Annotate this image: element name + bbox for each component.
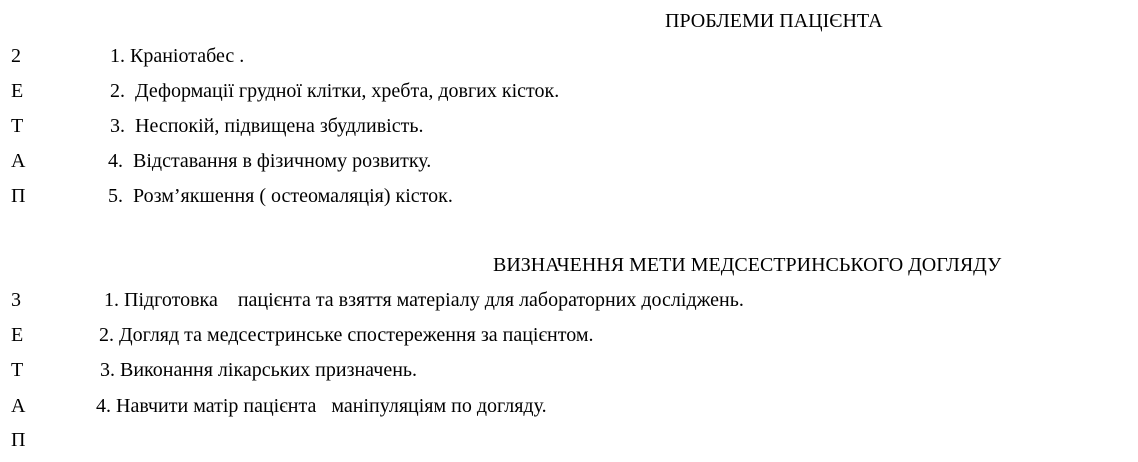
section1-list-item: 1. Краніотабес . — [110, 45, 245, 67]
section1-stage-letter: 2 — [11, 45, 21, 67]
section2-stage-letter: П — [11, 429, 26, 451]
section1-list-item: 2. Деформації грудної клітки, хребта, довгих кісток. — [110, 80, 560, 102]
section2-list-item: 1. Підготовка пацієнта та взяття матеріалу для лабораторних досліджень. — [104, 289, 744, 311]
section1-stage-letter: П — [11, 185, 26, 207]
section2-stage-letter: А — [11, 395, 26, 417]
section2-list-item: 2. Догляд та медсестринське спостереження за пацієнтом. — [99, 324, 594, 346]
section2-heading: ВИЗНАЧЕННЯ МЕТИ МЕДСЕСТРИНСЬКОГО ДОГЛЯДУ — [493, 254, 1002, 276]
section1-list-item: 4. Відставання в фізичному розвитку. — [108, 150, 432, 172]
section2-list-item: 4. Навчити матір пацієнта маніпуляціям по догляду. — [96, 395, 547, 417]
section2-stage-letter: 3 — [11, 289, 21, 311]
section1-stage-letter: Е — [11, 80, 24, 102]
section2-list-item: 3. Виконання лікарських призначень. — [100, 359, 418, 381]
section2-stage-letter: Т — [11, 359, 24, 381]
section2-stage-letter: Е — [11, 324, 24, 346]
section1-heading: ПРОБЛЕМИ ПАЦІЄНТА — [665, 10, 883, 32]
section1-stage-letter: А — [11, 150, 26, 172]
section1-list-item: 5. Розм’якшення ( остеомаляція) кісток. — [108, 185, 453, 207]
section1-stage-letter: Т — [11, 115, 24, 137]
section1-list-item: 3. Неспокій, підвищена збудливість. — [110, 115, 424, 137]
